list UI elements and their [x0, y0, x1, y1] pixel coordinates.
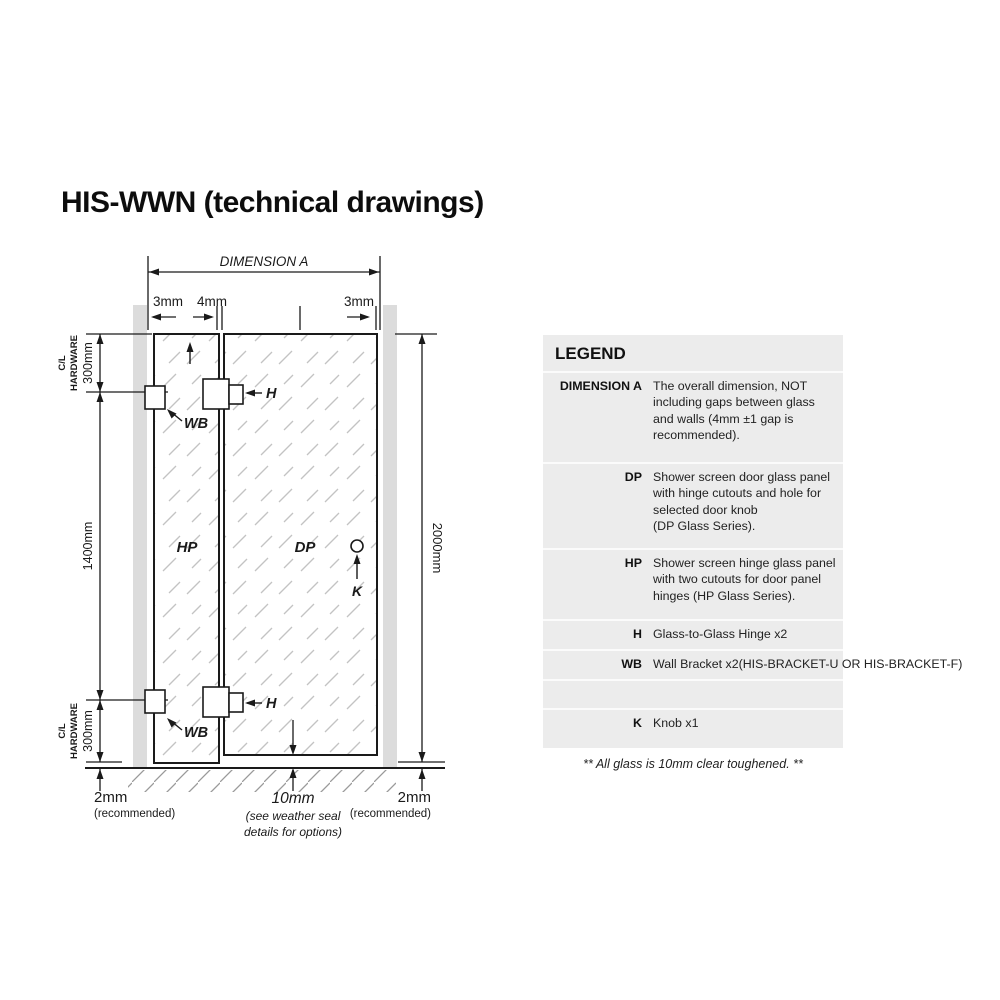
- cl-hardware-bottom-line2: HARDWARE: [69, 703, 80, 759]
- door-floor-gap-label: 10mm: [271, 790, 315, 807]
- legend-row-empty: [543, 679, 843, 708]
- cl-hardware-top-line1: C/L: [57, 355, 68, 371]
- right-floor-gap-label: 2mm: [397, 789, 431, 806]
- gap-middle-label: 4mm: [197, 294, 227, 309]
- legend-row-wb: [543, 649, 963, 679]
- legend-term: H: [633, 627, 642, 641]
- dimension-a-label: DIMENSION A: [219, 254, 309, 269]
- gap-dimensions: [151, 306, 376, 330]
- legend-desc-line: recommended).: [653, 428, 740, 443]
- legend: [543, 335, 963, 771]
- legend-box: [543, 335, 963, 748]
- legend-row-h: [543, 619, 843, 649]
- legend-desc-line: and walls (4mm ±1 gap is: [653, 411, 794, 426]
- legend-term: K: [633, 716, 642, 730]
- left-floor-gap-label: 2mm: [94, 789, 128, 806]
- glass-height-label: 2000mm: [430, 522, 445, 574]
- legend-desc-line: Wall Bracket x2(HIS-BRACKET-U OR HIS-BRACKET-F): [653, 657, 963, 671]
- legend-row-dimension-a: [543, 371, 843, 462]
- legend-term: DIMENSION A: [559, 379, 642, 393]
- bottom-hardware-offset-label: 300mm: [81, 710, 95, 752]
- hinge-label-bottom: H: [266, 696, 277, 712]
- door-floor-gap-note-line1: (see weather seal: [245, 809, 341, 823]
- legend-desc: [653, 715, 841, 742]
- gap-left-label: 3mm: [153, 294, 183, 309]
- legend-desc-line: Shower screen hinge glass panel: [653, 556, 836, 570]
- legend-desc-line: with hinge cutouts and hole for: [653, 486, 822, 501]
- knob-label: K: [351, 583, 363, 599]
- legend-term: DP: [624, 470, 642, 484]
- cl-hardware-bottom-line1: C/L: [57, 723, 68, 739]
- wall-bracket-top: [145, 386, 165, 409]
- legend-desc: [653, 656, 963, 673]
- left-floor-gap-note: (recommended): [94, 808, 176, 820]
- gap-right-label: 3mm: [344, 294, 374, 309]
- door-floor-gap-note-line2: details for options): [243, 825, 343, 839]
- legend-footnote: ** All glass is 10mm clear toughened. **: [583, 757, 803, 771]
- floor: [85, 768, 445, 792]
- legend-desc-line: Knob x1: [653, 716, 699, 730]
- legend-desc-line: The overall dimension, NOT: [653, 379, 808, 393]
- right-wall: [383, 305, 397, 768]
- hardware-span-label: 1400mm: [81, 521, 95, 571]
- hinge-label-top: H: [266, 386, 277, 402]
- hinge-panel-label: HP: [176, 539, 198, 556]
- cl-hardware-top-line2: HARDWARE: [69, 335, 80, 391]
- legend-desc: [653, 378, 841, 456]
- right-floor-gap-note: (recommended): [349, 808, 431, 820]
- legend-desc: [653, 686, 841, 702]
- page-title: HIS-WWN (technical drawings): [61, 186, 484, 219]
- door-panel-label: DP: [294, 539, 316, 556]
- legend-row-dp: [543, 462, 843, 548]
- legend-desc-line: hinges (HP Glass Series).: [653, 588, 796, 603]
- legend-term: [543, 686, 653, 702]
- wall-bracket-bottom: [145, 690, 165, 713]
- legend-desc: [653, 626, 841, 643]
- legend-term: WB: [621, 657, 642, 671]
- legend-desc-line: Glass-to-Glass Hinge x2: [653, 627, 788, 641]
- top-hardware-offset-label: 300mm: [81, 342, 95, 384]
- legend-title: LEGEND: [555, 344, 626, 363]
- legend-desc-line: Shower screen door glass panel: [653, 470, 831, 484]
- legend-desc: [653, 555, 841, 613]
- legend-desc: [653, 469, 841, 542]
- legend-desc-line: with two cutouts for door panel: [653, 572, 822, 587]
- legend-desc-line: including gaps between glass: [653, 395, 815, 410]
- legend-desc-line: selected door knob: [653, 502, 758, 517]
- legend-row-k: [543, 708, 843, 748]
- wall-bracket-label-top: WB: [184, 416, 209, 432]
- legend-desc-line: (DP Glass Series).: [653, 519, 756, 534]
- legend-row-hp: [543, 548, 843, 619]
- legend-term: HP: [624, 556, 642, 570]
- wall-bracket-label-bottom: WB: [184, 725, 209, 741]
